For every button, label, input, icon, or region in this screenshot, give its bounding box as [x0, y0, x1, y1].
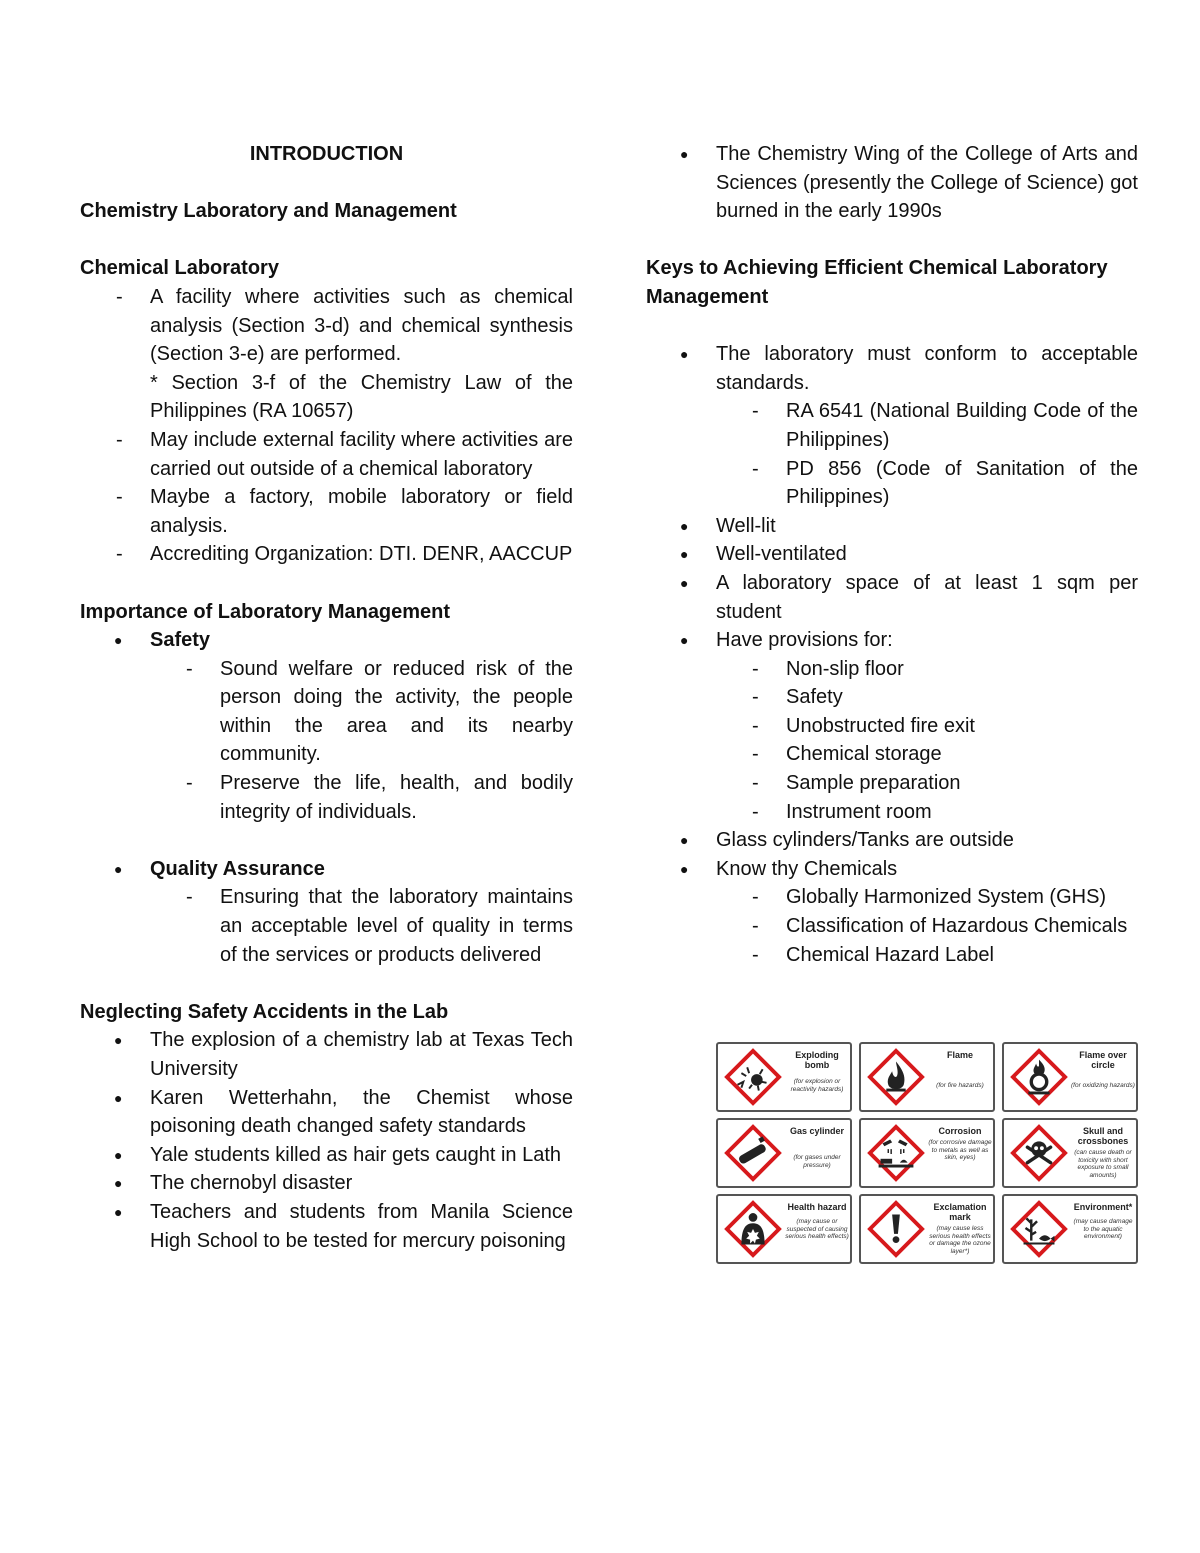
- ghs-label: Health hazard: [787, 1202, 847, 1212]
- exploding-bomb-icon: [724, 1048, 782, 1106]
- ghs-flame: [859, 1042, 995, 1112]
- dash-marker: -: [186, 772, 193, 795]
- ghs-gas-cylinder: [716, 1118, 852, 1188]
- list-item: - Accrediting Organization: DTI. DENR, AACCUP: [80, 540, 573, 569]
- list-item: ● Karen Wetterhahn, the Chemist whose poisoning death changed safety standards: [80, 1084, 573, 1141]
- exclamation-mark-icon: [867, 1200, 925, 1258]
- dash-marker: -: [752, 714, 759, 737]
- bullet-icon: ●: [114, 632, 123, 649]
- list-item: - Instrument room: [646, 798, 1138, 827]
- list-item: ● Have provisions for:: [646, 626, 1138, 655]
- list-item: - Sound welfare or reduced risk of the person doing the activity, the people within the area and its nearby community.: [80, 655, 573, 769]
- ghs-label: Flame over circle: [1079, 1050, 1127, 1070]
- list-item: - PD 856 (Code of Sanitation of the Philippines): [646, 455, 1138, 512]
- ghs-description: (may cause less serious health effects or damage the ozone layer*): [929, 1225, 991, 1255]
- bullet-icon: ●: [114, 1032, 123, 1049]
- ghs-description: (can cause death or toxicity with short exposure to small amounts): [1074, 1149, 1132, 1179]
- ghs-description: (may cause damage to the aquatic environment): [1073, 1218, 1133, 1240]
- flame-over-circle-icon: [1010, 1048, 1068, 1106]
- health-hazard-icon: [724, 1200, 782, 1258]
- right-column: [646, 140, 1138, 969]
- list-item: ● The laboratory must conform to acceptable standards.: [646, 340, 1138, 397]
- list-item: ● Well-lit: [646, 512, 1138, 541]
- quality-item: ● Quality Assurance: [80, 855, 573, 884]
- left-column: [80, 140, 573, 1255]
- dash-marker: -: [752, 400, 759, 423]
- list-item: - Maybe a factory, mobile laboratory or field analysis.: [80, 483, 573, 540]
- list-item: - Ensuring that the laboratory maintains an acceptable level of quality in terms of the services or products delivered: [80, 883, 573, 969]
- bullet-icon: ●: [114, 1203, 123, 1220]
- skull-and-crossbones-icon: [1010, 1124, 1068, 1182]
- bullet-icon: ●: [680, 546, 689, 563]
- dash-marker: -: [752, 772, 759, 795]
- ghs-pictogram-grid: [716, 1042, 1138, 1264]
- importance-heading: Importance of Laboratory Management: [80, 600, 451, 623]
- flame-icon: [867, 1048, 925, 1106]
- ghs-corrosion: [859, 1118, 995, 1188]
- ghs-label: Flame: [946, 1050, 973, 1060]
- safety-item: ● Safety: [80, 626, 573, 655]
- ghs-label: Exploding bomb: [795, 1050, 839, 1070]
- list-item: ● The chernobyl disaster: [80, 1169, 573, 1198]
- dash-marker: -: [186, 657, 193, 680]
- ghs-label: Skull and crossbones: [1077, 1126, 1129, 1146]
- bullet-icon: ●: [680, 346, 689, 363]
- section-note: * Section 3-f of the Chemistry Law of the Philippines (RA 10657): [150, 371, 573, 423]
- list-item: - Globally Harmonized System (GHS): [646, 883, 1138, 912]
- dash-marker: -: [752, 657, 759, 680]
- environment-icon: [1010, 1200, 1068, 1258]
- list-item: ● The explosion of a chemistry lab at Texas Tech University: [80, 1026, 573, 1083]
- ghs-health-hazard: [716, 1194, 852, 1264]
- dash-marker: -: [116, 285, 123, 308]
- list-item: - Safety: [646, 683, 1138, 712]
- dash-marker: -: [752, 457, 759, 480]
- bullet-icon: ●: [680, 832, 689, 849]
- ghs-label: Environment*: [1073, 1202, 1133, 1212]
- list-item: - May include external facility where activities are carried out outside of a chemical laboratory: [80, 426, 573, 483]
- list-item: - Preserve the life, health, and bodily integrity of individuals.: [80, 769, 573, 826]
- list-item: ● Well-ventilated: [646, 540, 1138, 569]
- bullet-icon: ●: [114, 1089, 123, 1106]
- dash-marker: -: [752, 800, 759, 823]
- bullet-icon: ●: [114, 860, 123, 877]
- bullet-icon: ●: [680, 517, 689, 534]
- ghs-environment: [1002, 1194, 1138, 1264]
- bullet-icon: ●: [114, 1175, 123, 1192]
- dash-marker: -: [116, 428, 123, 451]
- ghs-label: Gas cylinder: [789, 1126, 845, 1136]
- corrosion-icon: [867, 1124, 925, 1182]
- list-item: ● Teachers and students from Manila Science High School to be tested for mercury poisoning: [80, 1198, 573, 1255]
- ghs-description: (for fire hazards): [936, 1082, 984, 1089]
- section-subtitle: Chemistry Laboratory and Management: [80, 200, 457, 223]
- list-item: ● The Chemistry Wing of the College of Arts and Sciences (presently the College of Science) got burned in the early 1990s: [646, 140, 1138, 226]
- list-item: - Non-slip floor: [646, 655, 1138, 684]
- ghs-description: (for corrosive damage to metals as well as skin, eyes): [928, 1139, 992, 1161]
- ghs-description: (for explosion or reactivity hazards): [790, 1078, 844, 1093]
- list-item: ● Yale students killed as hair gets caught in Lath: [80, 1141, 573, 1170]
- gas-cylinder-icon: [724, 1124, 782, 1182]
- bullet-icon: ●: [680, 574, 689, 591]
- bullet-icon: ●: [680, 632, 689, 649]
- dash-marker: -: [116, 486, 123, 509]
- dash-marker: -: [116, 543, 123, 566]
- list-item: ● Glass cylinders/Tanks are outside: [646, 826, 1138, 855]
- ghs-description: (for oxidizing hazards): [1071, 1082, 1135, 1089]
- list-item: - Chemical Hazard Label: [646, 941, 1138, 970]
- list-item: ● A laboratory space of at least 1 sqm per student: [646, 569, 1138, 626]
- list-item: - Sample preparation: [646, 769, 1138, 798]
- list-item: - Unobstructed fire exit: [646, 712, 1138, 741]
- dash-marker: -: [752, 943, 759, 966]
- ghs-flame-over-circle: [1002, 1042, 1138, 1112]
- list-item: - Classification of Hazardous Chemicals: [646, 912, 1138, 941]
- dash-marker: -: [752, 886, 759, 909]
- dash-marker: -: [752, 915, 759, 938]
- keys-heading: Keys to Achieving Efficient Chemical Laboratory Management: [646, 257, 1108, 308]
- ghs-exploding-bomb: [716, 1042, 852, 1112]
- list-item: ● Know thy Chemicals: [646, 855, 1138, 884]
- ghs-description: (may cause or suspected of causing serious health effects): [785, 1218, 849, 1240]
- ghs-label: Corrosion: [938, 1126, 982, 1136]
- chemical-laboratory-heading: Chemical Laboratory: [80, 257, 279, 280]
- list-item: - A facility where activities such as chemical analysis (Section 3-d) and chemical synthesis (Section 3-e) are performed.: [80, 283, 573, 369]
- dash-marker: -: [186, 886, 193, 909]
- bullet-icon: ●: [680, 146, 689, 162]
- list-item: - Chemical storage: [646, 740, 1138, 769]
- dash-marker: -: [752, 743, 759, 766]
- dash-marker: -: [752, 686, 759, 709]
- bullet-icon: ●: [680, 860, 689, 877]
- bullet-icon: ●: [114, 1146, 123, 1163]
- page-title: INTRODUCTION: [249, 143, 404, 165]
- ghs-exclamation-mark: [859, 1194, 995, 1264]
- ghs-skull-and-crossbones: [1002, 1118, 1138, 1188]
- ghs-description: (for gases under pressure): [793, 1154, 841, 1169]
- list-item: - RA 6541 (National Building Code of the Philippines): [646, 397, 1138, 454]
- ghs-label: Exclamation mark: [933, 1202, 987, 1222]
- neglecting-heading: Neglecting Safety Accidents in the Lab: [80, 1000, 449, 1023]
